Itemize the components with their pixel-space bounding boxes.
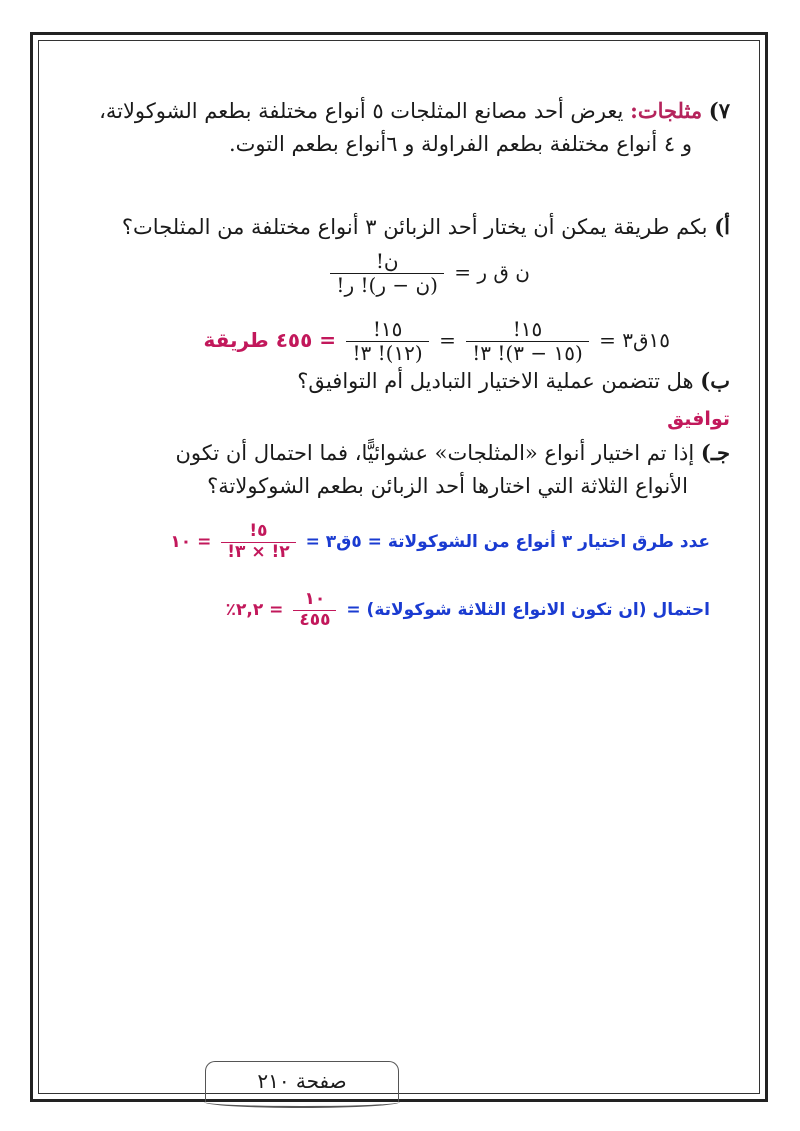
combination-formula <box>326 250 530 297</box>
question-text-2: و ٤ أنواع مختلفة بطعم الفراولة و ٦أنواع بطعم التوت. <box>228 132 692 156</box>
calc-f1-numerator: ١٥! <box>512 317 543 341</box>
page-border-inner <box>38 40 760 1094</box>
question-number: ٧) <box>708 98 730 123</box>
formula-denominator: (ن − ر)! ر! <box>330 273 444 297</box>
page-number-label: صفحة ٢١٠ <box>257 1069 347 1093</box>
part-b-label: ب) <box>700 368 730 393</box>
part-a-text: بكم طريقة يمكن أن يختار أحد الزبائن ٣ أنواع مختلفة من المثلجات؟ <box>121 215 708 239</box>
formula-left: ن ق ر = <box>454 260 530 284</box>
part-b-text: هل تتضمن عملية الاختيار التباديل أم التوافيق؟ <box>297 369 694 393</box>
part-b-question <box>297 368 730 393</box>
ways-fraction <box>221 522 295 562</box>
calc-fraction-1 <box>466 318 589 365</box>
formula-numerator: ن! <box>375 249 399 273</box>
part-b-answer-line <box>667 408 730 430</box>
calc-result: = ٤٥٥ طريقة <box>203 328 337 352</box>
part-c-question-1 <box>176 440 731 465</box>
page-number-tab <box>205 1061 399 1102</box>
calc-equals: = <box>439 328 456 352</box>
part-a-label: أ) <box>714 214 730 239</box>
calc-f2-numerator: ١٥! <box>372 317 403 341</box>
prob-text: احتمال (ان تكون الانواع الثلاثة شوكولاتة) = <box>346 600 710 621</box>
calc-fraction-2 <box>346 318 428 365</box>
calc-left: ١٥ق٣ = <box>599 328 670 352</box>
part-c-text-1: إذا تم اختيار أنواع «المثلجات» عشوائيًّا، فما احتمال أن تكون <box>175 441 695 465</box>
question-keyword: مثلجات: <box>630 98 703 123</box>
tab-swoosh <box>204 1096 400 1108</box>
ways-denominator: ٢! × ٣! <box>221 542 295 563</box>
calc-f1-denominator: (١٥ − ٣)! ٣! <box>466 341 589 365</box>
question-line-1 <box>99 98 730 123</box>
part-c-question-2 <box>207 474 688 498</box>
formula-fraction <box>330 250 444 297</box>
ways-text: عدد طرق اختيار ٣ أنواع من الشوكولاتة = ٥ق٣ = <box>305 532 710 553</box>
question-line-2 <box>229 132 692 156</box>
prob-fraction <box>293 590 336 630</box>
part-b-answer: توافيق <box>667 408 730 430</box>
ways-result: = ١٠ <box>170 532 212 553</box>
prob-result: = ٢,٢٪ <box>225 600 284 621</box>
ways-calculation <box>170 522 710 562</box>
prob-denominator: ٤٥٥ <box>293 610 336 631</box>
combination-calculation <box>203 318 670 365</box>
part-c-label: جـ) <box>700 440 730 465</box>
calc-f2-denominator: (١٢)! ٣! <box>346 341 428 365</box>
part-c-text-2: الأنواع الثلاثة التي اختارها أحد الزبائن بطعم الشوكولاتة؟ <box>207 474 688 498</box>
ways-numerator: ٥! <box>249 521 268 541</box>
prob-numerator: ١٠ <box>304 589 326 609</box>
probability-calculation <box>226 590 710 630</box>
question-text-1: يعرض أحد مصانع المثلجات ٥ أنواع مختلفة بطعم الشوكولاتة، <box>99 99 624 123</box>
part-a-question <box>122 214 730 239</box>
